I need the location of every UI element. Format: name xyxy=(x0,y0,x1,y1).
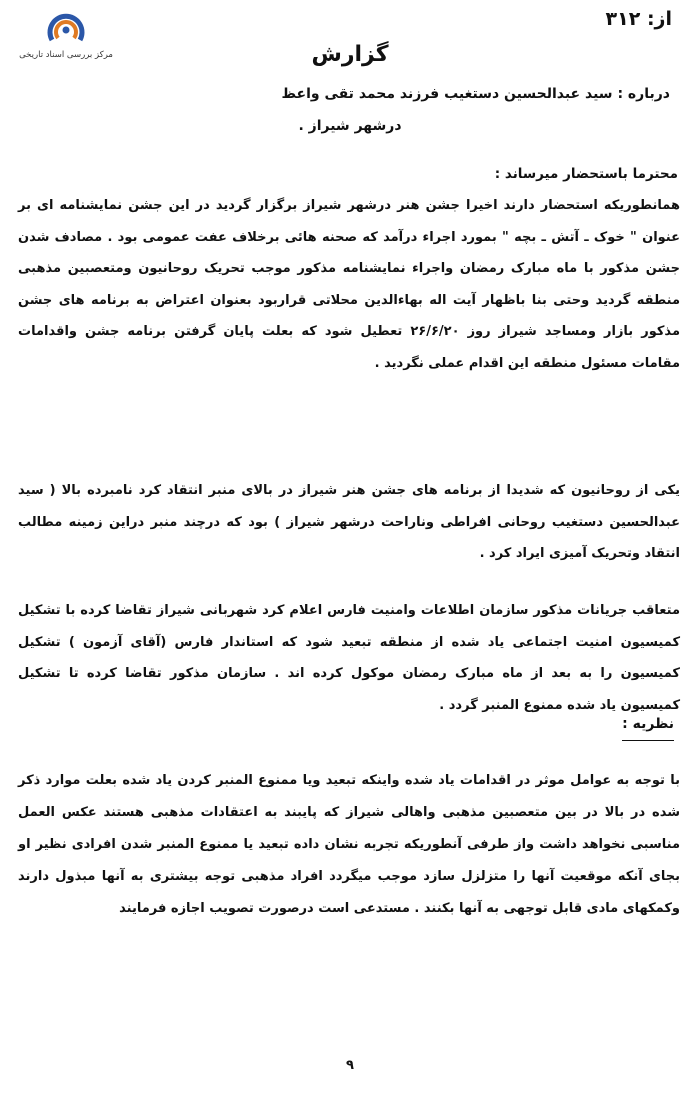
document-title: گزارش xyxy=(311,42,389,67)
opinion-heading: نظریه : xyxy=(622,716,674,732)
salutation: محترما باستحضار میرساند : xyxy=(494,166,678,182)
page-mark: ۹ xyxy=(346,1058,354,1073)
opinion-underline xyxy=(622,740,674,741)
subject-location: درشهر شیراز . xyxy=(298,118,402,134)
document-number: از: ۳۱۲ xyxy=(605,8,672,30)
paragraph-2: یکی از روحانیون که شدیدا از برنامه های جشن هنر شیراز در بالای منبر انتقاد کرد نامبرده بالا ( سید عبدالحسین دستغیب روحانی افراطی وناراحت درشهر شیراز ) بود که درچند منبر دراین زمینه مطالب انتقاد وتحریک آمیزی ایراد کرد . xyxy=(18,483,680,561)
paragraph-3: متعاقب جریانات مذکور سازمان اطلاعات وامنیت فارس اعلام کرد شهربانی شیراز تقاضا کرده با تشکیل کمیسیون امنیت اجتماعی یاد شده از منطقه تبعید شود که استاندار فارس (آقای آزمون ) تشکیل کمیسیون را به بعد از ماه مبارک رمضان موکول کرده اند . سازمان مذکور تقاضا کرده تا تشکیل کمیسیون یاد شده ممنوع المنبر گردد . xyxy=(18,603,680,713)
subject-line: درباره : سید عبدالحسین دستغیب فرزند محمد تقی واعظ xyxy=(281,86,670,102)
opinion-paragraph: با توجه به عوامل موثر در اقدامات یاد شده واینکه تبعید ویا ممنوع المنبر کردن یاد شده بعلت موارد ذکر شده در بالا در بین متعصبین مذهبی واهالی شیراز که پایبند به اعتقادات مذهبی هستند عکس العمل مناسبی نخواهد داشت واز طرفی آنطوریکه تجربه نشان داده تبعید یا ممنوع المنبر شدن افرادی نظیر او بجای آنکه موقعیت آنها را متزلزل سازد موجب میگردد افراد مذهبی توجه بیشتری به آنها مبذول دارند وکمکهای مادی قابل توجهی به آنها بکنند . مستدعی است درصورت تصویب اجازه فرمایند xyxy=(18,773,680,916)
logo-caption: مرکز بررسی اسناد تاریخی xyxy=(19,50,113,60)
paragraph-1: همانطوریکه استحضار دارند اخیرا جشن هنر درشهر شیراز برگزار گردید در این جشن نمایشنامه ای بر عنوان " خوک ـ آتش ـ بچه " بمورد اجراء درآمد که صحنه هائی برخلاف عفت عمومی بود . مصادف شدن جشن مذکور با ماه مبارک رمضان واجراء نمایشنامه مذکور موجب تحریک روحانیون ومتعصبین مذهبی منطقه گردید وحتی بنا باظهار آیت اله بهاءالدین محلاتی قراربود بعنوان اعتراض به برنامه های جشن مذکور بازار ومساجد شیراز روز ۲۶/۶/۲۰ تعطیل شود که بعلت پایان گرفتن برنامه جشن واقدامات مقامات مسئول منطقه این اقدام عملی نگردید . xyxy=(18,198,680,371)
